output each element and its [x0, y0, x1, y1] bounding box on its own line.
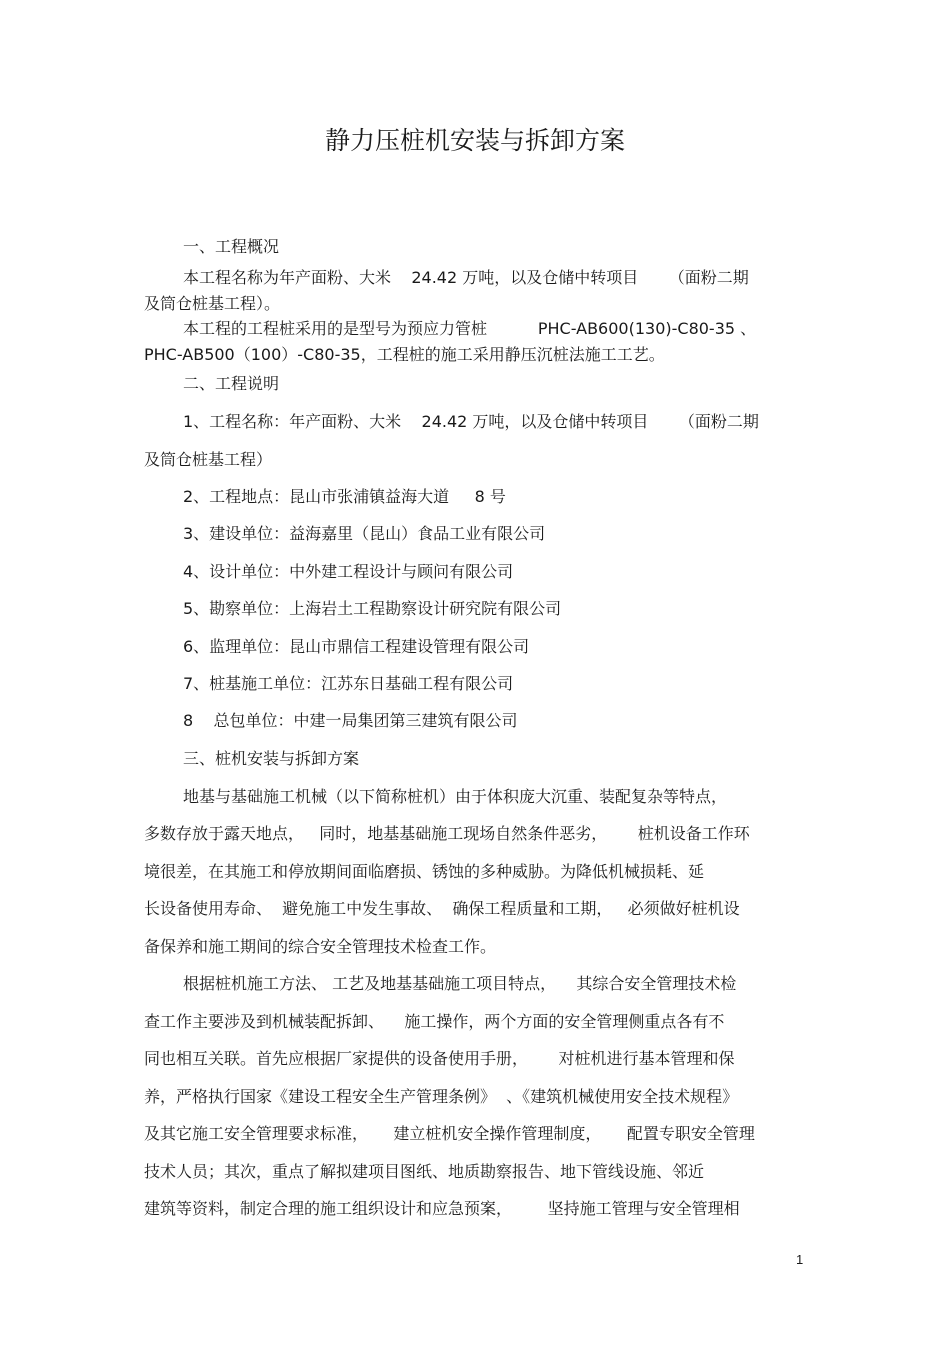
paragraph-line: 长设备使用寿命、 避免施工中发生事故、 确保工程质量和工期， 必须做好桩机设 — [144, 899, 740, 918]
paragraph-line: 本工程的工程桩采用的是型号为预应力管桩 PHC-AB600(130)-C80-35 、 — [183, 319, 757, 338]
section-heading-plan: 三、桩机安装与拆卸方案 — [183, 749, 360, 768]
list-item: 6、监理单位：昆山市鼎信工程建设管理有限公司 — [183, 637, 530, 656]
paragraph-line: PHC-AB500（100）-C80-35，工程桩的施工采用静压沉桩法施工工艺。 — [144, 345, 665, 364]
list-item: 4、设计单位：中外建工程设计与顾问有限公司 — [183, 562, 514, 581]
paragraph-line: 境很差，在其施工和停放期间面临磨损、锈蚀的多种威胁。为降低机械损耗、延 — [144, 862, 705, 881]
list-item: 8 总包单位：中建一局集团第三建筑有限公司 — [183, 711, 518, 730]
paragraph-line: 备保养和施工期间的综合安全管理技术检查工作。 — [144, 937, 497, 956]
list-item: 3、建设单位：益海嘉里（昆山）食品工业有限公司 — [183, 524, 546, 543]
paragraph-line: 养，严格执行国家《建设工程安全生产管理条例》 、《建筑机械使用安全技术规程》 — [144, 1087, 739, 1106]
document-title: 静力压桩机安装与拆卸方案 — [324, 126, 625, 155]
list-item: 7、桩基施工单位：江苏东日基础工程有限公司 — [183, 674, 514, 693]
paragraph-line: 及筒仓桩基工程）。 — [144, 294, 281, 313]
list-item-continuation: 及筒仓桩基工程） — [144, 450, 273, 469]
paragraph-line: 同也相互关联。首先应根据厂家提供的设备使用手册， 对桩机进行基本管理和保 — [144, 1049, 735, 1068]
paragraph-line: 多数存放于露天地点， 同时，地基基础施工现场自然条件恶劣， 桩机设备工作环 — [144, 824, 750, 843]
paragraph-line: 根据桩机施工方法、 工艺及地基基础施工项目特点， 其综合安全管理技术检 — [183, 974, 737, 993]
list-item: 5、勘察单位：上海岩土工程勘察设计研究院有限公司 — [183, 599, 562, 618]
page-number: 1 — [796, 1252, 804, 1267]
paragraph-line: 地基与基础施工机械（以下简称桩机）由于体积庞大沉重、装配复杂等特点， — [183, 787, 728, 806]
paragraph-line: 查工作主要涉及到机械装配拆卸、 施工操作，两个方面的安全管理侧重点各有不 — [144, 1012, 725, 1031]
paragraph-line: 建筑等资料，制定合理的施工组织设计和应急预案， 坚持施工管理与安全管理相 — [144, 1199, 740, 1218]
paragraph-line: 及其它施工安全管理要求标准， 建立桩机安全操作管理制度， 配置专职安全管理 — [144, 1124, 755, 1143]
paragraph-line: 技术人员；其次，重点了解拟建项目图纸、地质勘察报告、地下管线设施、邻近 — [144, 1162, 705, 1181]
section-heading-description: 二、工程说明 — [183, 374, 280, 393]
list-item: 1、工程名称：年产面粉、大米 24.42 万吨，以及仓储中转项目 （面粉二期 — [183, 412, 759, 431]
paragraph-line: 本工程名称为年产面粉、大米 24.42 万吨，以及仓储中转项目 （面粉二期 — [183, 268, 749, 287]
section-heading-overview: 一、工程概况 — [183, 237, 280, 256]
list-item: 2、工程地点：昆山市张浦镇益海大道 8 号 — [183, 487, 506, 506]
